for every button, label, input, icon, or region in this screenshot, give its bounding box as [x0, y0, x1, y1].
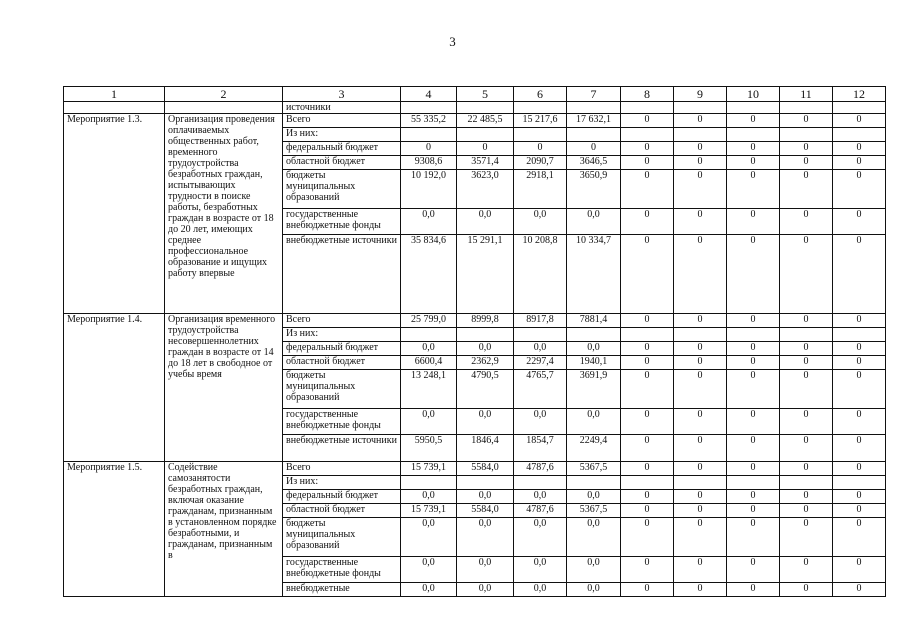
value-cell	[780, 128, 833, 142]
value-cell: 0	[674, 114, 727, 128]
header-cell: 4	[401, 87, 457, 102]
value-cell: 0	[621, 342, 674, 356]
row-label: областной бюджет	[283, 156, 401, 170]
value-cell: 0	[833, 370, 886, 409]
value-cell: 17 632,1	[567, 114, 621, 128]
value-cell: 5950,5	[401, 435, 457, 462]
measure-name: Содействие самозанятости безработных граждан, включая оказание гражданам, признанным в установленном порядке безработными, и гражданам, признанным в	[165, 462, 283, 597]
value-cell: 25 799,0	[401, 314, 457, 328]
value-cell: 0	[674, 314, 727, 328]
value-cell: 0	[833, 314, 886, 328]
value-cell: 13 248,1	[401, 370, 457, 409]
value-cell: 0,0	[567, 518, 621, 557]
row-label: государственные внебюджетные фонды	[283, 209, 401, 235]
value-cell	[567, 476, 621, 490]
value-cell: 5584,0	[457, 504, 514, 518]
value-cell: 0,0	[514, 490, 567, 504]
value-cell: 0	[621, 370, 674, 409]
row-label: внебюджетные источники	[283, 235, 401, 314]
value-cell	[567, 328, 621, 342]
value-cell: 0	[727, 490, 780, 504]
value-cell	[457, 476, 514, 490]
value-cell: 0	[780, 435, 833, 462]
value-cell: 0	[727, 142, 780, 156]
header-cell: 11	[780, 87, 833, 102]
value-cell: 0,0	[514, 209, 567, 235]
value-cell: 0	[567, 142, 621, 156]
table-cell	[780, 102, 833, 114]
value-cell: 0	[727, 235, 780, 314]
value-cell: 0	[674, 409, 727, 435]
value-cell: 0	[674, 356, 727, 370]
value-cell: 10 192,0	[401, 170, 457, 209]
value-cell	[833, 128, 886, 142]
value-cell: 2918,1	[514, 170, 567, 209]
value-cell: 0	[457, 142, 514, 156]
row-label: Из них:	[283, 328, 401, 342]
value-cell: 0,0	[514, 342, 567, 356]
value-cell: 0,0	[457, 518, 514, 557]
value-cell: 0	[621, 170, 674, 209]
value-cell: 0	[780, 314, 833, 328]
value-cell: 0,0	[567, 557, 621, 583]
value-cell: 1940,1	[567, 356, 621, 370]
value-cell	[674, 128, 727, 142]
value-cell: 8917,8	[514, 314, 567, 328]
value-cell: 0	[621, 435, 674, 462]
value-cell: 0	[780, 518, 833, 557]
value-cell: 0,0	[457, 342, 514, 356]
value-cell: 3650,9	[567, 170, 621, 209]
table-cell	[457, 102, 514, 114]
table-row	[64, 114, 886, 128]
value-cell: 0,0	[401, 490, 457, 504]
value-cell: 0	[727, 583, 780, 597]
value-cell: 2362,9	[457, 356, 514, 370]
value-cell: 0	[833, 142, 886, 156]
value-cell: 0	[833, 557, 886, 583]
table-cell	[727, 102, 780, 114]
value-cell: 35 834,6	[401, 235, 457, 314]
value-cell: 0,0	[514, 518, 567, 557]
value-cell	[457, 128, 514, 142]
value-cell: 0	[674, 156, 727, 170]
value-cell: 0	[674, 235, 727, 314]
value-cell: 0	[401, 142, 457, 156]
value-cell: 0,0	[401, 583, 457, 597]
value-cell: 2249,4	[567, 435, 621, 462]
row-label: Всего	[283, 114, 401, 128]
header-cell: 1	[64, 87, 165, 102]
value-cell: 15 291,1	[457, 235, 514, 314]
header-row	[64, 87, 886, 102]
value-cell	[621, 328, 674, 342]
value-cell: 4787,6	[514, 462, 567, 476]
value-cell: 0	[621, 114, 674, 128]
value-cell: 0	[727, 435, 780, 462]
value-cell: 0,0	[457, 490, 514, 504]
value-cell: 0,0	[567, 409, 621, 435]
value-cell: 0	[780, 156, 833, 170]
value-cell: 0	[780, 583, 833, 597]
value-cell: 0,0	[457, 209, 514, 235]
value-cell	[780, 328, 833, 342]
value-cell: 0	[621, 209, 674, 235]
value-cell: 0	[674, 342, 727, 356]
value-cell: 0	[780, 114, 833, 128]
value-cell: 0	[833, 342, 886, 356]
header-cell: 7	[567, 87, 621, 102]
value-cell	[727, 128, 780, 142]
value-cell: 0	[833, 114, 886, 128]
row-label: государственные внебюджетные фонды	[283, 557, 401, 583]
row-label: федеральный бюджет	[283, 490, 401, 504]
value-cell: 0	[674, 435, 727, 462]
value-cell: 0	[674, 209, 727, 235]
row-label: Из них:	[283, 128, 401, 142]
value-cell: 5584,0	[457, 462, 514, 476]
value-cell: 5367,5	[567, 504, 621, 518]
value-cell	[833, 328, 886, 342]
value-cell: 0,0	[567, 209, 621, 235]
value-cell	[833, 476, 886, 490]
value-cell: 0	[514, 142, 567, 156]
value-cell: 0	[621, 142, 674, 156]
value-cell: 0	[621, 409, 674, 435]
measure-name: Организация проведения оплачиваемых общественных работ, временного трудоустройства безработных граждан, испытывающих трудности в поиске работы, безработных граждан в возрасте от 18 до 20 лет, имеющих среднее профессиональное образование и ищущих работу впервые	[165, 114, 283, 314]
header-cell: 9	[674, 87, 727, 102]
value-cell: 0	[780, 504, 833, 518]
value-cell: 7881,4	[567, 314, 621, 328]
value-cell: 3691,9	[567, 370, 621, 409]
value-cell: 0	[833, 583, 886, 597]
value-cell: 3571,4	[457, 156, 514, 170]
value-cell: 0	[780, 490, 833, 504]
value-cell	[674, 476, 727, 490]
value-cell: 8999,8	[457, 314, 514, 328]
value-cell: 0	[727, 356, 780, 370]
value-cell: 0,0	[457, 409, 514, 435]
table-cell	[64, 102, 165, 114]
row-label: областной бюджет	[283, 504, 401, 518]
value-cell: 0	[833, 435, 886, 462]
row-label: внебюджетные источники	[283, 435, 401, 462]
value-cell: 0,0	[567, 490, 621, 504]
row-label: внебюджетные	[283, 583, 401, 597]
value-cell: 0,0	[457, 557, 514, 583]
value-cell: 0,0	[401, 518, 457, 557]
table-cell	[567, 102, 621, 114]
measure-id: Мероприятие 1.4.	[64, 314, 165, 462]
row-label: бюджеты муниципальных образований	[283, 518, 401, 557]
value-cell: 9308,6	[401, 156, 457, 170]
value-cell: 0	[727, 342, 780, 356]
budget-table	[63, 86, 886, 597]
value-cell: 5367,5	[567, 462, 621, 476]
header-cell: 5	[457, 87, 514, 102]
value-cell: 0	[780, 209, 833, 235]
row-label: Всего	[283, 314, 401, 328]
value-cell	[780, 476, 833, 490]
value-cell: 0	[833, 462, 886, 476]
table-row	[64, 462, 886, 476]
value-cell: 6600,4	[401, 356, 457, 370]
value-cell: 0,0	[514, 583, 567, 597]
value-cell: 0,0	[401, 557, 457, 583]
value-cell	[514, 128, 567, 142]
value-cell: 0	[833, 409, 886, 435]
row-label: бюджеты муниципальных образований	[283, 370, 401, 409]
header-cell: 8	[621, 87, 674, 102]
measure-id: Мероприятие 1.5.	[64, 462, 165, 597]
value-cell: 0	[727, 557, 780, 583]
value-cell: 0	[674, 370, 727, 409]
value-cell: 0	[780, 342, 833, 356]
value-cell: 0,0	[401, 409, 457, 435]
value-cell: 0	[780, 409, 833, 435]
value-cell: 0	[727, 462, 780, 476]
row-label: федеральный бюджет	[283, 142, 401, 156]
value-cell: 0,0	[514, 557, 567, 583]
value-cell: 0	[727, 409, 780, 435]
table-cell	[165, 102, 283, 114]
value-cell: 0,0	[514, 409, 567, 435]
header-cell: 3	[283, 87, 401, 102]
value-cell: 0	[833, 235, 886, 314]
value-cell: 0	[727, 314, 780, 328]
value-cell: 0	[727, 114, 780, 128]
header-cell: 6	[514, 87, 567, 102]
value-cell: 0	[621, 314, 674, 328]
value-cell	[727, 476, 780, 490]
value-cell: 4790,5	[457, 370, 514, 409]
value-cell: 0	[674, 142, 727, 156]
value-cell	[401, 476, 457, 490]
row-label: областной бюджет	[283, 356, 401, 370]
value-cell: 0	[674, 557, 727, 583]
value-cell	[401, 128, 457, 142]
value-cell: 1854,7	[514, 435, 567, 462]
value-cell	[401, 328, 457, 342]
page-number: 3	[449, 34, 456, 49]
value-cell: 1846,4	[457, 435, 514, 462]
value-cell: 0	[727, 370, 780, 409]
value-cell: 0	[833, 504, 886, 518]
header-cell: 10	[727, 87, 780, 102]
row-label: источники	[283, 102, 401, 114]
value-cell: 0	[621, 235, 674, 314]
value-cell: 4765,7	[514, 370, 567, 409]
measure-id: Мероприятие 1.3.	[64, 114, 165, 314]
value-cell: 0	[833, 490, 886, 504]
value-cell: 0	[621, 557, 674, 583]
table-body	[64, 87, 886, 597]
value-cell: 0	[621, 156, 674, 170]
measure-name: Организация временного трудоустройства несовершеннолетних граждан в возрасте от 14 до 18 лет в свободное от учебы время	[165, 314, 283, 462]
value-cell: 0	[621, 504, 674, 518]
value-cell	[621, 128, 674, 142]
value-cell: 15 739,1	[401, 504, 457, 518]
value-cell: 0	[780, 370, 833, 409]
value-cell: 55 335,2	[401, 114, 457, 128]
value-cell: 10 334,7	[567, 235, 621, 314]
value-cell: 0	[674, 462, 727, 476]
table-cell	[674, 102, 727, 114]
value-cell: 0,0	[567, 342, 621, 356]
header-cell: 12	[833, 87, 886, 102]
table-cell	[401, 102, 457, 114]
continuation-row	[64, 102, 886, 114]
value-cell: 10 208,8	[514, 235, 567, 314]
value-cell: 0	[780, 170, 833, 209]
value-cell: 0	[780, 356, 833, 370]
value-cell: 4787,6	[514, 504, 567, 518]
value-cell: 0	[674, 518, 727, 557]
value-cell: 0	[674, 583, 727, 597]
value-cell: 0	[780, 142, 833, 156]
row-label: федеральный бюджет	[283, 342, 401, 356]
value-cell: 15 217,6	[514, 114, 567, 128]
value-cell: 0	[621, 583, 674, 597]
value-cell: 0	[621, 490, 674, 504]
table-cell	[833, 102, 886, 114]
value-cell: 0	[727, 518, 780, 557]
header-cell: 2	[165, 87, 283, 102]
value-cell: 0	[833, 209, 886, 235]
row-label: Из них:	[283, 476, 401, 490]
value-cell	[674, 328, 727, 342]
value-cell: 3646,5	[567, 156, 621, 170]
value-cell: 2297,4	[514, 356, 567, 370]
value-cell: 0	[780, 557, 833, 583]
value-cell: 0,0	[457, 583, 514, 597]
value-cell: 0	[780, 235, 833, 314]
value-cell: 0	[621, 462, 674, 476]
value-cell	[567, 128, 621, 142]
row-label: государственные внебюджетные фонды	[283, 409, 401, 435]
value-cell: 0	[833, 356, 886, 370]
value-cell: 0	[674, 170, 727, 209]
value-cell: 0,0	[401, 209, 457, 235]
value-cell: 2090,7	[514, 156, 567, 170]
value-cell: 15 739,1	[401, 462, 457, 476]
value-cell: 0	[621, 356, 674, 370]
value-cell: 3623,0	[457, 170, 514, 209]
value-cell	[727, 328, 780, 342]
value-cell	[457, 328, 514, 342]
value-cell: 0	[833, 170, 886, 209]
value-cell	[514, 476, 567, 490]
value-cell: 0	[833, 518, 886, 557]
value-cell	[621, 476, 674, 490]
value-cell: 0	[727, 209, 780, 235]
row-label: Всего	[283, 462, 401, 476]
value-cell: 22 485,5	[457, 114, 514, 128]
row-label: бюджеты муниципальных образований	[283, 170, 401, 209]
table-cell	[621, 102, 674, 114]
value-cell	[514, 328, 567, 342]
table-cell	[514, 102, 567, 114]
value-cell: 0	[727, 170, 780, 209]
value-cell: 0	[727, 504, 780, 518]
value-cell: 0	[674, 504, 727, 518]
value-cell: 0	[833, 156, 886, 170]
value-cell: 0	[674, 490, 727, 504]
value-cell: 0	[621, 518, 674, 557]
value-cell: 0	[780, 462, 833, 476]
value-cell: 0,0	[567, 583, 621, 597]
value-cell: 0,0	[401, 342, 457, 356]
table-row	[64, 314, 886, 328]
value-cell: 0	[727, 156, 780, 170]
